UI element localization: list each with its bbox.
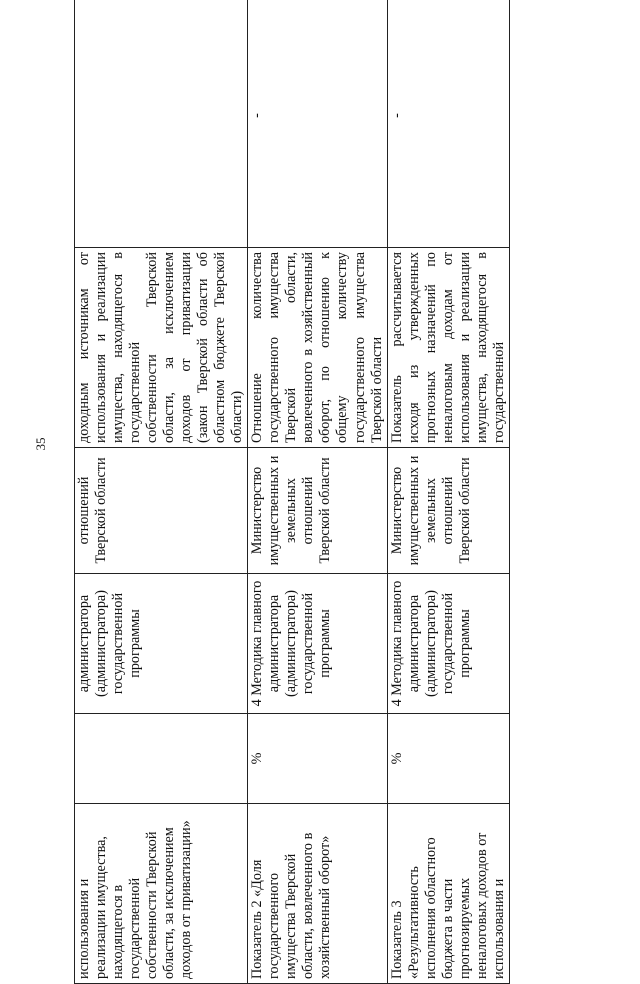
calculation-cell: Показатель рассчитывается исходя из утвержденных прогнозных назначений по неналоговым доходам от использования и реализации имущества, находящегося в государственной: [387, 248, 509, 448]
method-cell: администратора (администратора) государственной программы: [75, 574, 248, 714]
source-cell: отношений Тверской области: [75, 448, 248, 574]
table-row: [75, 0, 248, 984]
method-cell: 4 Методика главного администратора (администратора) государственной программы: [387, 574, 509, 714]
indicator-name-cell: Показатель 3 «Результативность исполнения областного бюджета в части прогнозируемых неналоговых доходов от использования и: [387, 804, 509, 984]
note-cell: -: [248, 0, 387, 248]
rotated-table-wrapper: [74, 0, 507, 984]
calculation-cell: Отношение количества государственного имущества Тверской области, вовлеченного в хозяйственный оборот, по отношению к общему количеству государственного имущества Тверской области: [248, 248, 387, 448]
source-cell: Министерство имущественных и земельных отношений Тверской области: [248, 448, 387, 574]
source-cell: Министерство имущественных и земельных отношений Тверской области: [387, 448, 509, 574]
note-cell: [75, 0, 248, 248]
note-cell: -: [387, 0, 509, 248]
calculation-cell: доходным источникам от использования и реализации имущества, находящегося в государственной собственности Тверской области, за исключением доходов от приватизации (закон Тверской области об областном бюджете Тверской области): [75, 248, 248, 448]
table-row: [248, 0, 387, 984]
table-row: [387, 0, 509, 984]
page-number: 35: [33, 437, 48, 451]
indicator-name-cell: Показатель 2 «Доля государственного имущества Тверской области, вовлеченного в хозяйственный оборот»: [248, 804, 387, 984]
method-cell: 4 Методика главного администратора (администратора) государственной программы: [248, 574, 387, 714]
unit-cell: %: [387, 714, 509, 804]
unit-cell: [75, 714, 248, 804]
unit-cell: %: [248, 714, 387, 804]
program-indicators-table: [74, 0, 510, 984]
indicator-name-cell: использования и реализации имущества, находящегося в государственной собственности Тверской области, за исключением доходов от приватизации»: [75, 804, 248, 984]
